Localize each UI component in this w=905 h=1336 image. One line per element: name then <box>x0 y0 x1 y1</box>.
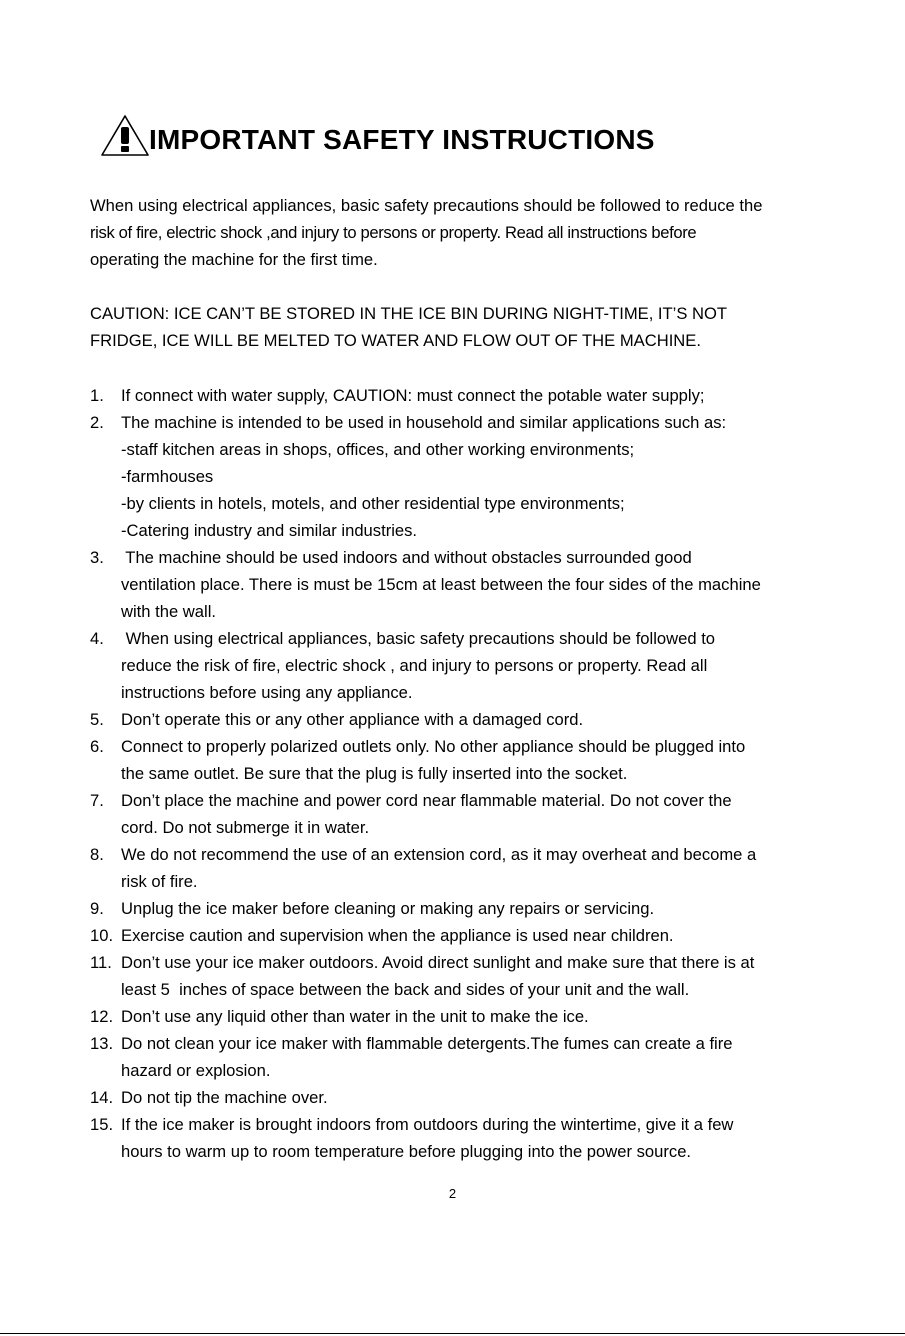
list-item <box>90 787 830 841</box>
list-item <box>90 1084 830 1111</box>
item-line: Do not clean your ice maker with flammable detergents.The fumes can create a fire <box>121 1034 733 1053</box>
item-line: Don’t use your ice maker outdoors. Avoid direct sunlight and make sure that there is at <box>121 953 755 972</box>
list-item <box>90 949 830 1003</box>
caution-line: FRIDGE, ICE WILL BE MELTED TO WATER AND FLOW OUT OF THE MACHINE. <box>90 331 701 350</box>
intro-line: risk of fire, electric shock ,and injury to persons or property. Read all instructions before <box>90 223 697 242</box>
page-number: 2 <box>448 1186 457 1201</box>
item-number: 6. <box>90 737 104 756</box>
item-text <box>121 1111 830 1165</box>
item-line: -farmhouses <box>121 467 214 486</box>
intro-line: When using electrical appliances, basic safety precautions should be followed to reduce the <box>90 196 763 215</box>
item-line: We do not recommend the use of an extension cord, as it may overheat and become a <box>121 845 757 864</box>
item-text <box>121 544 830 625</box>
list-item <box>90 706 830 733</box>
item-number: 5. <box>90 710 104 729</box>
item-number: 15. <box>90 1115 114 1134</box>
item-text <box>121 382 830 409</box>
item-line: Connect to properly polarized outlets only. No other appliance should be plugged into <box>121 737 746 756</box>
item-line: -by clients in hotels, motels, and other residential type environments; <box>121 494 625 513</box>
item-text <box>121 841 830 895</box>
list-item <box>90 841 830 895</box>
item-line: hazard or explosion. <box>121 1061 271 1080</box>
item-line: Do not tip the machine over. <box>121 1088 328 1107</box>
list-item <box>90 544 830 625</box>
item-line: The machine should be used indoors and without obstacles surrounded good <box>121 548 692 567</box>
item-line: When using electrical appliances, basic safety precautions should be followed to <box>121 629 716 648</box>
safety-instruction-list <box>90 382 830 1165</box>
caution-line: CAUTION: ICE CAN’T BE STORED IN THE ICE BIN DURING NIGHT-TIME, IT’S NOT <box>90 304 728 323</box>
list-item <box>90 409 830 544</box>
item-number: 3. <box>90 548 104 567</box>
intro-line: operating the machine for the first time. <box>90 250 378 269</box>
item-number: 4. <box>90 629 104 648</box>
item-number: 13. <box>90 1034 114 1053</box>
item-text <box>121 625 830 706</box>
warning-triangle-icon <box>100 114 150 158</box>
item-text <box>121 949 830 1003</box>
item-text <box>121 1030 830 1084</box>
item-line: risk of fire. <box>121 872 198 891</box>
item-line: hours to warm up to room temperature before plugging into the power source. <box>121 1142 692 1161</box>
item-line: If the ice maker is brought indoors from outdoors during the wintertime, give it a few <box>121 1115 734 1134</box>
list-item <box>90 625 830 706</box>
item-line: instructions before using any appliance. <box>121 683 413 702</box>
item-line: the same outlet. Be sure that the plug is fully inserted into the socket. <box>121 764 628 783</box>
item-line: -staff kitchen areas in shops, offices, and other working environments; <box>121 440 635 459</box>
item-line: least 5 inches of space between the back and sides of your unit and the wall. <box>121 980 690 999</box>
caution-paragraph <box>90 300 830 354</box>
list-item <box>90 922 830 949</box>
list-item <box>90 733 830 787</box>
item-line: -Catering industry and similar industries. <box>121 521 418 540</box>
bottom-divider <box>0 1333 905 1334</box>
intro-paragraph <box>90 192 830 273</box>
item-number: 8. <box>90 845 104 864</box>
item-line: Don’t operate this or any other appliance with a damaged cord. <box>121 710 584 729</box>
item-line: If connect with water supply, CAUTION: must connect the potable water supply; <box>121 386 705 405</box>
item-number: 1. <box>90 386 104 405</box>
title-row <box>100 114 655 158</box>
item-line: ventilation place. There is must be 15cm at least between the four sides of the machine <box>121 575 761 594</box>
item-number: 10. <box>90 926 114 945</box>
item-number: 9. <box>90 899 104 918</box>
item-line: reduce the risk of fire, electric shock , and injury to persons or property. Read all <box>121 656 708 675</box>
item-text <box>121 895 830 922</box>
item-line: Don’t place the machine and power cord near flammable material. Do not cover the <box>121 791 732 810</box>
item-line: Exercise caution and supervision when the appliance is used near children. <box>121 926 674 945</box>
item-number: 7. <box>90 791 104 810</box>
list-item <box>90 1111 830 1165</box>
item-text <box>121 787 830 841</box>
item-line: with the wall. <box>121 602 216 621</box>
item-number: 14. <box>90 1088 114 1107</box>
item-text <box>121 922 830 949</box>
item-text <box>121 409 830 544</box>
list-item <box>90 382 830 409</box>
list-item <box>90 1030 830 1084</box>
list-item <box>90 895 830 922</box>
item-text <box>121 1003 830 1030</box>
item-text <box>121 1084 830 1111</box>
item-line: Unplug the ice maker before cleaning or making any repairs or servicing. <box>121 899 655 918</box>
item-number: 2. <box>90 413 104 432</box>
item-line: The machine is intended to be used in household and similar applications such as: <box>121 413 727 432</box>
item-line: Don’t use any liquid other than water in the unit to make the ice. <box>121 1007 589 1026</box>
item-text <box>121 733 830 787</box>
list-item <box>90 1003 830 1030</box>
item-number: 11. <box>90 953 112 972</box>
item-text <box>121 706 830 733</box>
page-title: IMPORTANT SAFETY INSTRUCTIONS <box>149 124 655 155</box>
item-number: 12. <box>90 1007 114 1026</box>
item-line: cord. Do not submerge it in water. <box>121 818 370 837</box>
